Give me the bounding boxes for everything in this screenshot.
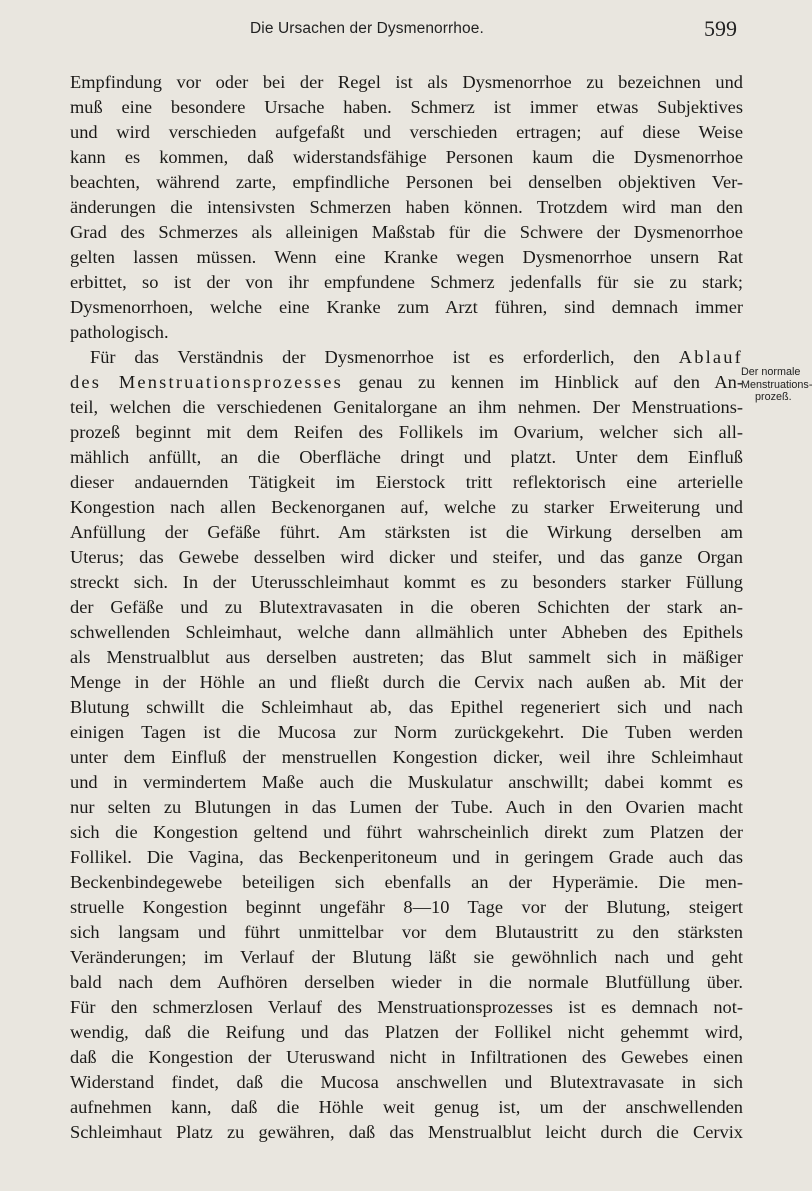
text-line: Veränderungen; im Verlauf der Blutung läßt sie gewöhnlich nach und geht xyxy=(70,947,743,967)
text-line-mixed xyxy=(70,370,743,395)
text-line: Grad des Schmerzes als alleinigen Maßstab für die Schwere der Dysmenorrhoe xyxy=(70,222,743,242)
text-line: Uterus; das Gewebe desselben wird dicker und steifer, und das ganze Organ xyxy=(70,547,743,567)
text-line: Dysmenorrhoen, welche eine Kranke zum Arzt führen, sind demnach immer xyxy=(70,297,743,317)
margin-note xyxy=(741,366,812,404)
text-line: daß die Kongestion der Uteruswand nicht in Infiltrationen des Gewebes einen xyxy=(70,1047,743,1067)
text-line: sich langsam und führt unmittelbar vor dem Blutaustritt zu den stärksten xyxy=(70,922,743,942)
text-line: als Menstrualblut aus derselben austreten; das Blut sammelt sich in mäßiger xyxy=(70,647,743,667)
text-line: Blutung schwillt die Schleimhaut ab, das Epithel regeneriert sich und nach xyxy=(70,697,743,717)
text-line: aufnehmen kann, daß die Höhle weit genug ist, um der anschwellenden xyxy=(70,1097,743,1117)
text-line: struelle Kongestion beginnt ungefähr 8—10 Tage vor der Blutung, steigert xyxy=(70,897,743,917)
text-line: Beckenbindegewebe beteiligen sich ebenfalls an der Hyperämie. Die men- xyxy=(70,872,743,892)
margin-note-line: Menstruations- xyxy=(741,378,812,391)
spaced-emphasis: des Menstruationsprozesses xyxy=(70,372,343,392)
text-line: teil, welchen die verschiedenen Genitalorgane an ihm nehmen. Der Menstruations- xyxy=(70,397,743,417)
text-line: Follikel. Die Vagina, das Beckenperitoneum und in geringem Grade auch das xyxy=(70,847,743,867)
text-line: wendig, daß die Reifung und das Platzen der Follikel nicht gehemmt wird, xyxy=(70,1022,743,1042)
text-line: Kongestion nach allen Beckenorganen auf, welche zu starker Erweiterung und xyxy=(70,497,743,517)
text-line: mählich anfüllt, an die Oberfläche dringt und platzt. Unter dem Einfluß xyxy=(70,447,743,467)
text-line: streckt sich. In der Uterusschleimhaut kommt es zu besonders starker Füllung xyxy=(70,572,743,592)
text-line: beachten, während zarte, empfindliche Personen bei denselben objektiven Ver- xyxy=(70,172,743,192)
text-line: erbittet, so ist der von ihr empfundene Schmerz jedenfalls für sie zu stark; xyxy=(70,272,743,292)
text-line: der Gefäße und zu Blutextravasaten in die oberen Schichten der stark an- xyxy=(70,597,743,617)
text-line: kann es kommen, daß widerstandsfähige Personen kaum die Dysmenorrhoe xyxy=(70,147,743,167)
text-line: unter dem Einfluß der menstruellen Kongestion dicker, weil ihre Schleimhaut xyxy=(70,747,743,767)
spaced-emphasis: Ablauf xyxy=(678,347,743,367)
text-line: einigen Tagen ist die Mucosa zur Norm zurückgekehrt. Die Tuben werden xyxy=(70,722,743,742)
text-line: prozeß beginnt mit dem Reifen des Follikels im Ovarium, welcher sich all- xyxy=(70,422,743,442)
text-line: dieser andauernden Tätigkeit im Eierstock tritt reflektorisch eine arterielle xyxy=(70,472,743,492)
text-span: Für das Verständnis der Dysmenorrhoe ist es erforderlich, den xyxy=(90,347,660,367)
text-line: Widerstand findet, daß die Mucosa anschwellen und Blutextravasate in sich xyxy=(70,1072,743,1092)
text-line-mixed xyxy=(90,345,743,370)
text-line: pathologisch. xyxy=(70,322,169,342)
text-line: nur selten zu Blutungen in das Lumen der Tube. Auch in den Ovarien macht xyxy=(70,797,743,817)
text-line: und in vermindertem Maße auch die Muskulatur anschwillt; dabei kommt es xyxy=(70,772,743,792)
text-line: bald nach dem Aufhören derselben wieder in die normale Blutfüllung über. xyxy=(70,972,743,992)
margin-note-line: prozeß. xyxy=(755,391,792,403)
text-span: genau zu kennen im Hinblick auf den An- xyxy=(358,372,744,392)
running-title: Die Ursachen der Dysmenorrhoe. xyxy=(250,20,484,37)
text-line: Schleimhaut Platz zu gewähren, daß das Menstrualblut leicht durch die Cervix xyxy=(70,1122,743,1142)
text-line: änderungen die intensivsten Schmerzen haben können. Trotzdem wird man den xyxy=(70,197,743,217)
text-line: Empfindung vor oder bei der Regel ist als Dysmenorrhoe zu bezeichnen und xyxy=(70,72,743,92)
text-line: Menge in der Höhle an und fließt durch die Cervix nach außen ab. Mit der xyxy=(70,672,743,692)
text-line: schwellenden Schleimhaut, welche dann allmählich unter Abheben des Epithels xyxy=(70,622,743,642)
text-line: gelten lassen müssen. Wenn eine Kranke wegen Dysmenorrhoe unsern Rat xyxy=(70,247,743,267)
page-number: 599 xyxy=(704,16,737,41)
text-line: und wird verschieden aufgefaßt und verschieden ertragen; auf diese Weise xyxy=(70,122,743,142)
text-line: Für den schmerzlosen Verlauf des Menstruationsprozesses ist es demnach not- xyxy=(70,997,743,1017)
text-line: sich die Kongestion geltend und führt wahrscheinlich direkt zum Platzen der xyxy=(70,822,743,842)
text-line: Anfüllung der Gefäße führt. Am stärksten ist die Wirkung derselben am xyxy=(70,522,743,542)
text-line: muß eine besondere Ursache haben. Schmerz ist immer etwas Subjektives xyxy=(70,97,743,117)
margin-note-line: Der normale xyxy=(741,366,801,378)
